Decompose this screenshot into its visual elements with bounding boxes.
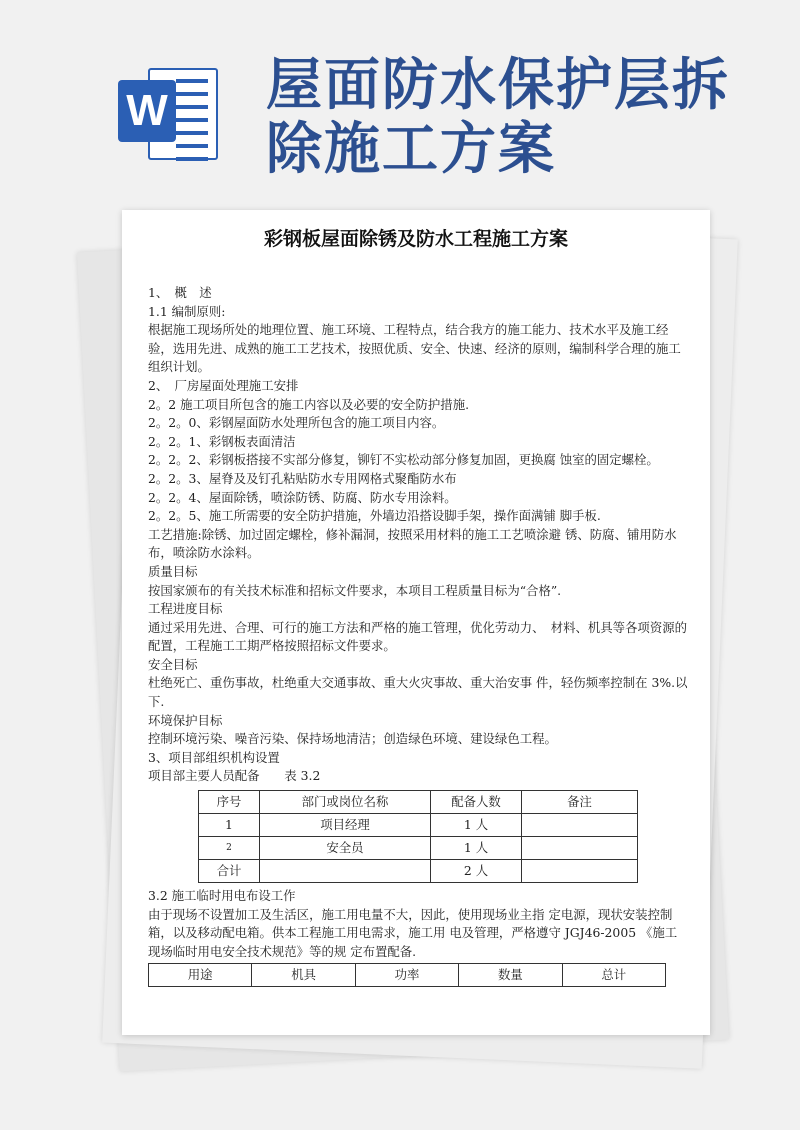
list-item: 2。2 施工项目所包含的施工内容以及必要的安全防护措施. <box>148 396 470 412</box>
paragraph: 通过采用先进、合理、可行的施工方法和严格的施工管理，优化劳动力、 材料、机具等各项资源的配置，工程施工工期严格按照招标文件要求。 <box>148 619 687 654</box>
list-item: 2。2。0、彩钢屋面防水处理所包含的施工项目内容。 <box>148 415 445 431</box>
table-header-row <box>199 791 638 814</box>
table-header-cell: 部门或岗位名称 <box>260 791 431 814</box>
list-item: 2。2。2、彩钢板搭接不实部分修复，铆钉不实松动部分修复加固，更换腐 蚀室的固定螺栓。 <box>148 452 659 468</box>
table-header-cell: 序号 <box>199 791 260 814</box>
paragraph: 控制环境污染、噪音污染、保持场地清洁；创造绿色环境、建设绿色工程。 <box>148 731 557 747</box>
table-caption: 项目部主要人员配备 表 3.2 <box>148 768 321 784</box>
paragraph: 根据施工现场所处的地理位置、施工环境、工程特点，结合我方的施工能力、技术水平及施工经验，选用先进、成熟的施工工艺技术，按照优质、安全、快速、经济的原则，编制科学合理的施工组织计划。 <box>148 322 681 375</box>
list-item: 2。2。5、施工所需要的安全防护措施，外墙边沿搭设脚手架，操作面满铺 脚手板. <box>148 508 601 524</box>
heading-safety: 安全目标 <box>148 656 198 672</box>
banner <box>0 0 800 200</box>
table-header-cell: 功率 <box>355 964 458 987</box>
table-header-row <box>149 964 666 987</box>
heading-quality: 质量目标 <box>148 563 198 579</box>
table-header-cell: 数量 <box>459 964 562 987</box>
table-header-cell: 备注 <box>522 791 638 814</box>
heading-arrangement: 2、 厂房屋面处理施工安排 <box>148 377 299 393</box>
table-header-cell: 机具 <box>252 964 355 987</box>
table-cell: 合计 <box>199 860 260 883</box>
table-row <box>199 814 638 837</box>
paragraph: 由于现场不设置加工及生活区，施工用电量不大，因此，使用现场业主指 定电源，现状安装控制箱，以及移动配电箱。供本工程施工用电需求，施工用 电及管理，严格遵守 JGJ46-2005 《施工现场临时用电安全技术规范》等的规 定布置配备. <box>148 906 678 959</box>
heading-organization: 3、项目部组织机构设置 <box>148 749 280 765</box>
table-header-cell: 用途 <box>149 964 252 987</box>
table-cell <box>260 860 431 883</box>
word-logo-letter: W <box>118 80 176 142</box>
table-cell <box>522 837 638 860</box>
table-cell: 安全员 <box>260 837 431 860</box>
heading-progress: 工程进度目标 <box>148 601 223 617</box>
staffing-table <box>198 790 638 883</box>
table-cell: 1 <box>199 814 260 837</box>
heading-principles: 1.1 编制原则: <box>148 303 226 319</box>
heading-overview: 1、 概 述 <box>148 285 212 300</box>
table-cell: 2 人 <box>431 860 522 883</box>
list-item: 2。2。4、屋面除锈，喷涂防锈、防腐、防水专用涂料。 <box>148 489 457 505</box>
equipment-table <box>148 963 666 987</box>
paragraph: 杜绝死亡、重伤事故，杜绝重大交通事故、重大火灾事故、重大治安事 件，轻伤频率控制在 3%.以下. <box>148 675 688 710</box>
table-cell: 1 人 <box>431 837 522 860</box>
paragraph: 按国家颁布的有关技术标准和招标文件要求，本项目工程质量目标为“合格”. <box>148 582 562 598</box>
table-header-cell: 总计 <box>562 964 665 987</box>
list-item: 2。2。1、彩钢板表面清洁 <box>148 433 296 449</box>
heading-environment: 环境保护目标 <box>148 712 223 728</box>
document-body <box>148 284 688 987</box>
table-cell: 2 <box>199 837 260 860</box>
table-row <box>199 837 638 860</box>
banner-title: 屋面防水保护层拆除施工方案 <box>266 53 730 182</box>
table-cell: 项目经理 <box>260 814 431 837</box>
table-cell <box>522 860 638 883</box>
table-row <box>199 860 638 883</box>
table-cell: 1 人 <box>431 814 522 837</box>
list-item: 2。2。3、屋脊及及钉孔粘贴防水专用网格式聚酯防水布 <box>148 470 457 486</box>
word-document-icon <box>118 64 218 160</box>
document-page <box>122 210 710 1035</box>
heading-temp-power: 3.2 施工临时用电布设工作 <box>148 888 296 904</box>
table-cell <box>522 814 638 837</box>
page-title: 彩钢板屋面除锈及防水工程施工方案 <box>263 228 568 250</box>
paragraph: 工艺措施:除锈、加过固定螺栓，修补漏洞，按照采用材料的施工工艺喷涂避 锈、防腐、铺用防水布，喷涂防水涂料。 <box>148 526 677 561</box>
table-header-cell: 配备人数 <box>431 791 522 814</box>
